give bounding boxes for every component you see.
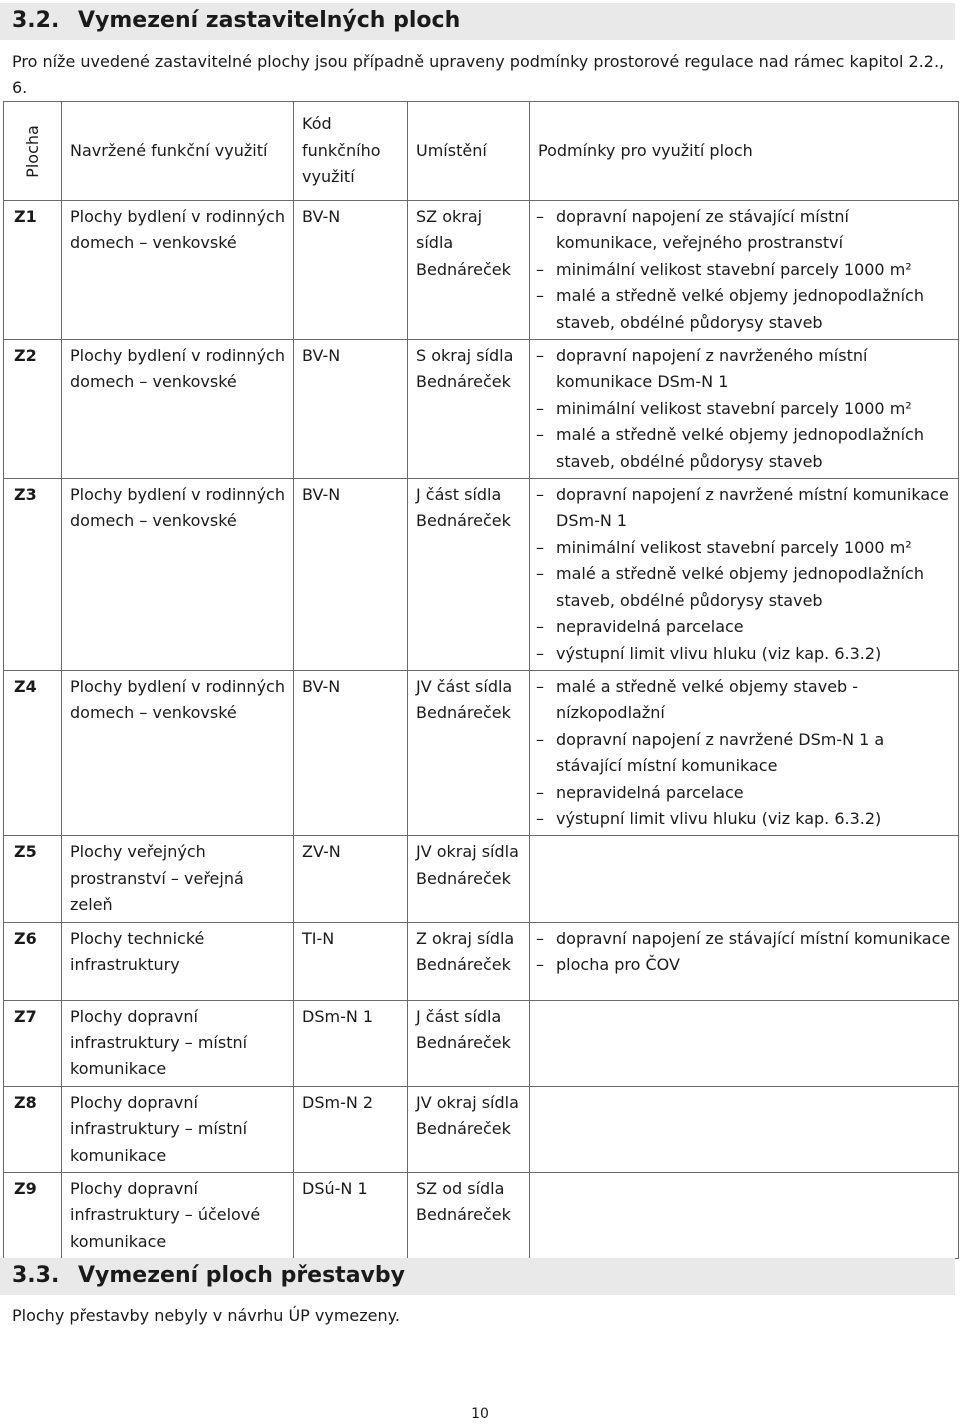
zone-location: Z okraj sídla Bednáreček (416, 928, 515, 974)
zone-code: TI-N (302, 928, 335, 948)
condition-item: – dopravní napojení z navržené DSm-N 1 a stávající místní komunikace (530, 727, 952, 780)
page-number: 10 (471, 1406, 489, 1422)
table-row (4, 479, 959, 671)
zone-function: Plochy dopravní infrastruktury – účelové komunikace (70, 1179, 261, 1251)
zone-code: DSú-N 1 (302, 1179, 368, 1198)
zone-code: BV-N (302, 485, 341, 505)
zone-function: Plochy dopravní infrastruktury – místní komunikace (70, 1092, 248, 1165)
zone-id: Z6 (14, 928, 37, 948)
table-row (4, 1173, 959, 1259)
zone-location: J část sídla Bednáreček (416, 1006, 511, 1052)
table-row (4, 670, 959, 835)
table-row (4, 340, 959, 479)
zone-function: Plochy veřejných prostranství – veřejná zeleň (70, 842, 244, 915)
zone-id: Z5 (14, 842, 37, 862)
zone-conditions (530, 204, 958, 336)
condition-item: – plocha pro ČOV (530, 952, 952, 978)
section-heading (0, 3, 955, 40)
zone-code: DSm-N 2 (302, 1092, 374, 1112)
condition-item: – dopravní napojení ze stávající místní komunikace, veřejného prostranství (530, 204, 952, 257)
zone-code: BV-N (302, 346, 341, 366)
zone-id: Z9 (14, 1179, 37, 1198)
zone-id: Z2 (14, 346, 37, 366)
header-conditions: Podmínky pro využití ploch (530, 102, 959, 201)
header-code: Kód funkčního využití (294, 102, 408, 201)
condition-item: – malé a středně velké objemy jednopodlažních staveb, obdélné půdorysy staveb (530, 561, 952, 614)
zone-id: Z3 (14, 485, 37, 505)
condition-item: – dopravní napojení z navrženého místní komunikace DSm-N 1 (530, 343, 952, 396)
condition-item: – nepravidelná parcelace (530, 780, 952, 806)
zone-id: Z8 (14, 1092, 37, 1112)
condition-item: – malé a středně velké objemy staveb - nízkopodlažní (530, 674, 952, 727)
zone-function: Plochy bydlení v rodinných domech – venkovské (70, 207, 285, 253)
zone-location: JV okraj sídla Bednáreček (416, 842, 519, 888)
zone-location: S okraj sídla Bednáreček (416, 346, 514, 392)
table-header-row (4, 102, 959, 201)
table-row (4, 836, 959, 922)
zone-function: Plochy technické infrastruktury (70, 928, 205, 974)
condition-item: – minimální velikost stavební parcely 1000 m² (530, 257, 952, 283)
zone-code: ZV-N (302, 842, 341, 862)
zone-code: BV-N (302, 676, 341, 696)
header-function: Navržené funkční využití (62, 102, 294, 201)
condition-item: – výstupní limit vlivu hluku (viz kap. 6.3.2) (530, 806, 952, 832)
table-row (4, 1086, 959, 1172)
table-row (4, 1000, 959, 1086)
condition-item: – minimální velikost stavební parcely 1000 m² (530, 535, 952, 561)
condition-item: – dopravní napojení ze stávající místní komunikace (530, 926, 952, 952)
zone-conditions (530, 343, 958, 475)
table-row (4, 922, 959, 1000)
header-plocha: Plocha (4, 102, 62, 201)
zone-conditions (530, 482, 958, 667)
section-heading-2 (0, 1258, 955, 1295)
zone-function: Plochy bydlení v rodinných domech – venkovské (70, 346, 285, 392)
zone-code: BV-N (302, 207, 341, 226)
zone-conditions (530, 926, 958, 979)
condition-item: – malé a středně velké objemy jednopodlažních staveb, obdélné půdorysy staveb (530, 283, 952, 336)
zone-function: Plochy bydlení v rodinných domech – venkovské (70, 485, 285, 531)
zone-id: Z4 (14, 676, 37, 696)
zones-table (3, 101, 959, 1259)
zone-conditions (530, 674, 958, 832)
section-title-2: Vymezení ploch přestavby (78, 1263, 405, 1288)
zone-code: DSm-N 1 (302, 1006, 374, 1026)
section-2-paragraph: Plochy přestavby nebyly v návrhu ÚP vymezeny. (12, 1306, 400, 1325)
condition-item: – dopravní napojení z navržené místní komunikace DSm-N 1 (530, 482, 952, 535)
condition-item: – výstupní limit vlivu hluku (viz kap. 6.3.2) (530, 641, 952, 667)
section-number: 3.2. (12, 8, 60, 33)
zone-location: JV okraj sídla Bednáreček (416, 1092, 519, 1139)
zone-function: Plochy dopravní infrastruktury – místní komunikace (70, 1006, 248, 1079)
section-number-2: 3.3. (12, 1263, 60, 1288)
zone-location: JV část sídla Bednáreček (416, 676, 513, 723)
zone-function: Plochy bydlení v rodinných domech – venkovské (70, 676, 285, 723)
zone-id: Z7 (14, 1006, 37, 1026)
condition-item: – nepravidelná parcelace (530, 614, 952, 640)
condition-item: – malé a středně velké objemy jednopodlažních staveb, obdélné půdorysy staveb (530, 422, 952, 475)
table-row (4, 201, 959, 340)
header-location: Umístění (408, 102, 530, 201)
intro-paragraph: Pro níže uvedené zastavitelné plochy jsou případně upraveny podmínky prostorové regulace nad rámec kapitol 2.2., 6. (12, 52, 945, 97)
section-title: Vymezení zastavitelných ploch (78, 8, 461, 33)
zone-location: SZ od sídla Bednáreček (416, 1179, 511, 1225)
zone-location: J část sídla Bednáreček (416, 485, 511, 531)
condition-item: – minimální velikost stavební parcely 1000 m² (530, 396, 952, 422)
zone-location: SZ okraj sídla Bednáreček (416, 207, 511, 279)
zone-id: Z1 (14, 207, 37, 226)
